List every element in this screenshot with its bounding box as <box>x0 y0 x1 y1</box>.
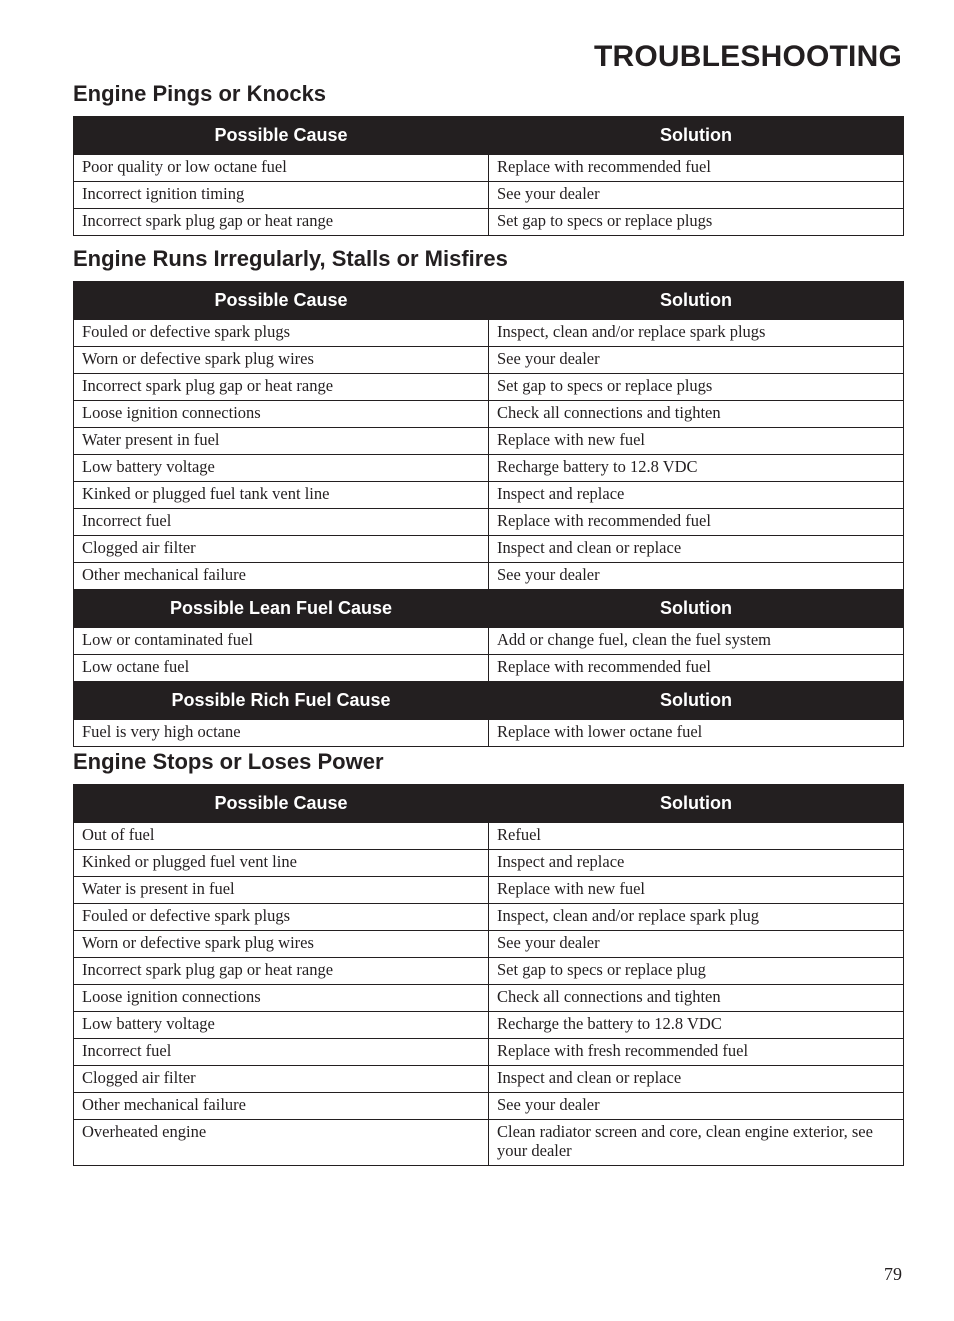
cause-cell: Incorrect fuel <box>74 509 489 536</box>
solution-cell: Replace with recommended fuel <box>489 155 904 182</box>
column-header-solution: Solution <box>489 117 904 155</box>
section-heading: Engine Pings or Knocks <box>73 81 327 106</box>
column-header-lean-fuel-cause: Possible Lean Fuel Cause <box>74 590 489 628</box>
section-heading: Engine Runs Irregularly, Stalls or Misfires <box>73 246 508 271</box>
section-engine-runs-irregularly <box>73 245 903 747</box>
cause-cell: Incorrect fuel <box>74 1039 489 1066</box>
column-header-solution: Solution <box>489 682 904 720</box>
cause-cell: Fouled or defective spark plugs <box>74 320 489 347</box>
cause-cell: Worn or defective spark plug wires <box>74 931 489 958</box>
solution-cell: Replace with fresh recommended fuel <box>489 1039 904 1066</box>
table-row <box>74 209 904 236</box>
solution-cell: See your dealer <box>489 347 904 374</box>
cause-cell: Worn or defective spark plug wires <box>74 347 489 374</box>
cause-cell: Other mechanical failure <box>74 563 489 590</box>
table-header-row <box>74 590 904 628</box>
table-row <box>74 877 904 904</box>
table-row <box>74 428 904 455</box>
cause-cell: Loose ignition connections <box>74 985 489 1012</box>
solution-cell: Replace with new fuel <box>489 877 904 904</box>
column-header-cause: Possible Cause <box>74 785 489 823</box>
table-row <box>74 563 904 590</box>
table-row <box>74 628 904 655</box>
solution-cell: Replace with recommended fuel <box>489 509 904 536</box>
table-row <box>74 401 904 428</box>
table-row <box>74 958 904 985</box>
cause-cell: Low battery voltage <box>74 455 489 482</box>
solution-cell: Recharge the battery to 12.8 VDC <box>489 1012 904 1039</box>
cause-cell: Incorrect spark plug gap or heat range <box>74 958 489 985</box>
solution-cell: See your dealer <box>489 1093 904 1120</box>
cause-cell: Overheated engine <box>74 1120 489 1166</box>
cause-cell: Loose ignition connections <box>74 401 489 428</box>
cause-cell: Clogged air filter <box>74 536 489 563</box>
table-row <box>74 536 904 563</box>
solution-cell: Set gap to specs or replace plugs <box>489 374 904 401</box>
column-header-solution: Solution <box>489 785 904 823</box>
table-header-row <box>74 682 904 720</box>
table-header-row <box>74 117 904 155</box>
table-row <box>74 720 904 747</box>
cause-cell: Incorrect ignition timing <box>74 182 489 209</box>
solution-cell: Inspect and clean or replace <box>489 536 904 563</box>
table-row <box>74 482 904 509</box>
cause-cell: Incorrect spark plug gap or heat range <box>74 209 489 236</box>
solution-cell: See your dealer <box>489 563 904 590</box>
solution-cell: Check all connections and tighten <box>489 985 904 1012</box>
page-number: 79 <box>884 1264 902 1284</box>
column-header-solution: Solution <box>489 590 904 628</box>
solution-cell: Clean radiator screen and core, clean engine exterior, see your dealer <box>489 1120 904 1166</box>
section-heading: Engine Stops or Loses Power <box>73 749 384 774</box>
solution-cell: Check all connections and tighten <box>489 401 904 428</box>
solution-cell: See your dealer <box>489 182 904 209</box>
table-row <box>74 1012 904 1039</box>
cause-cell: Water is present in fuel <box>74 877 489 904</box>
solution-cell: Set gap to specs or replace plugs <box>489 209 904 236</box>
table-header-row <box>74 282 904 320</box>
table-row <box>74 1093 904 1120</box>
cause-cell: Poor quality or low octane fuel <box>74 155 489 182</box>
section-engine-pings <box>73 80 903 236</box>
table-row <box>74 155 904 182</box>
column-header-cause: Possible Cause <box>74 282 489 320</box>
table-row <box>74 509 904 536</box>
cause-cell: Low or contaminated fuel <box>74 628 489 655</box>
table-row <box>74 1120 904 1166</box>
table-row <box>74 850 904 877</box>
solution-cell: Set gap to specs or replace plug <box>489 958 904 985</box>
table-row <box>74 320 904 347</box>
solution-cell: See your dealer <box>489 931 904 958</box>
table-header-row <box>74 785 904 823</box>
table-row <box>74 1039 904 1066</box>
solution-cell: Inspect, clean and/or replace spark plugs <box>489 320 904 347</box>
solution-cell: Inspect and clean or replace <box>489 1066 904 1093</box>
solution-cell: Recharge battery to 12.8 VDC <box>489 455 904 482</box>
column-header-rich-fuel-cause: Possible Rich Fuel Cause <box>74 682 489 720</box>
column-header-solution: Solution <box>489 282 904 320</box>
solution-cell: Replace with new fuel <box>489 428 904 455</box>
table-row <box>74 455 904 482</box>
table-row <box>74 374 904 401</box>
troubleshooting-table <box>73 116 904 236</box>
cause-cell: Water present in fuel <box>74 428 489 455</box>
table-row <box>74 931 904 958</box>
troubleshooting-table <box>73 281 904 747</box>
cause-cell: Fouled or defective spark plugs <box>74 904 489 931</box>
solution-cell: Inspect and replace <box>489 850 904 877</box>
table-row <box>74 823 904 850</box>
cause-cell: Kinked or plugged fuel tank vent line <box>74 482 489 509</box>
cause-cell: Kinked or plugged fuel vent line <box>74 850 489 877</box>
table-row <box>74 985 904 1012</box>
solution-cell: Replace with lower octane fuel <box>489 720 904 747</box>
page-title: TROUBLESHOOTING <box>594 40 902 73</box>
table-row <box>74 1066 904 1093</box>
table-row <box>74 347 904 374</box>
section-engine-stops <box>73 748 903 1166</box>
cause-cell: Clogged air filter <box>74 1066 489 1093</box>
cause-cell: Other mechanical failure <box>74 1093 489 1120</box>
cause-cell: Incorrect spark plug gap or heat range <box>74 374 489 401</box>
table-row <box>74 904 904 931</box>
solution-cell: Replace with recommended fuel <box>489 655 904 682</box>
solution-cell: Inspect and replace <box>489 482 904 509</box>
solution-cell: Add or change fuel, clean the fuel system <box>489 628 904 655</box>
cause-cell: Out of fuel <box>74 823 489 850</box>
solution-cell: Refuel <box>489 823 904 850</box>
cause-cell: Low battery voltage <box>74 1012 489 1039</box>
cause-cell: Low octane fuel <box>74 655 489 682</box>
cause-cell: Fuel is very high octane <box>74 720 489 747</box>
solution-cell: Inspect, clean and/or replace spark plug <box>489 904 904 931</box>
table-row <box>74 182 904 209</box>
column-header-cause: Possible Cause <box>74 117 489 155</box>
table-row <box>74 655 904 682</box>
troubleshooting-table <box>73 784 904 1166</box>
